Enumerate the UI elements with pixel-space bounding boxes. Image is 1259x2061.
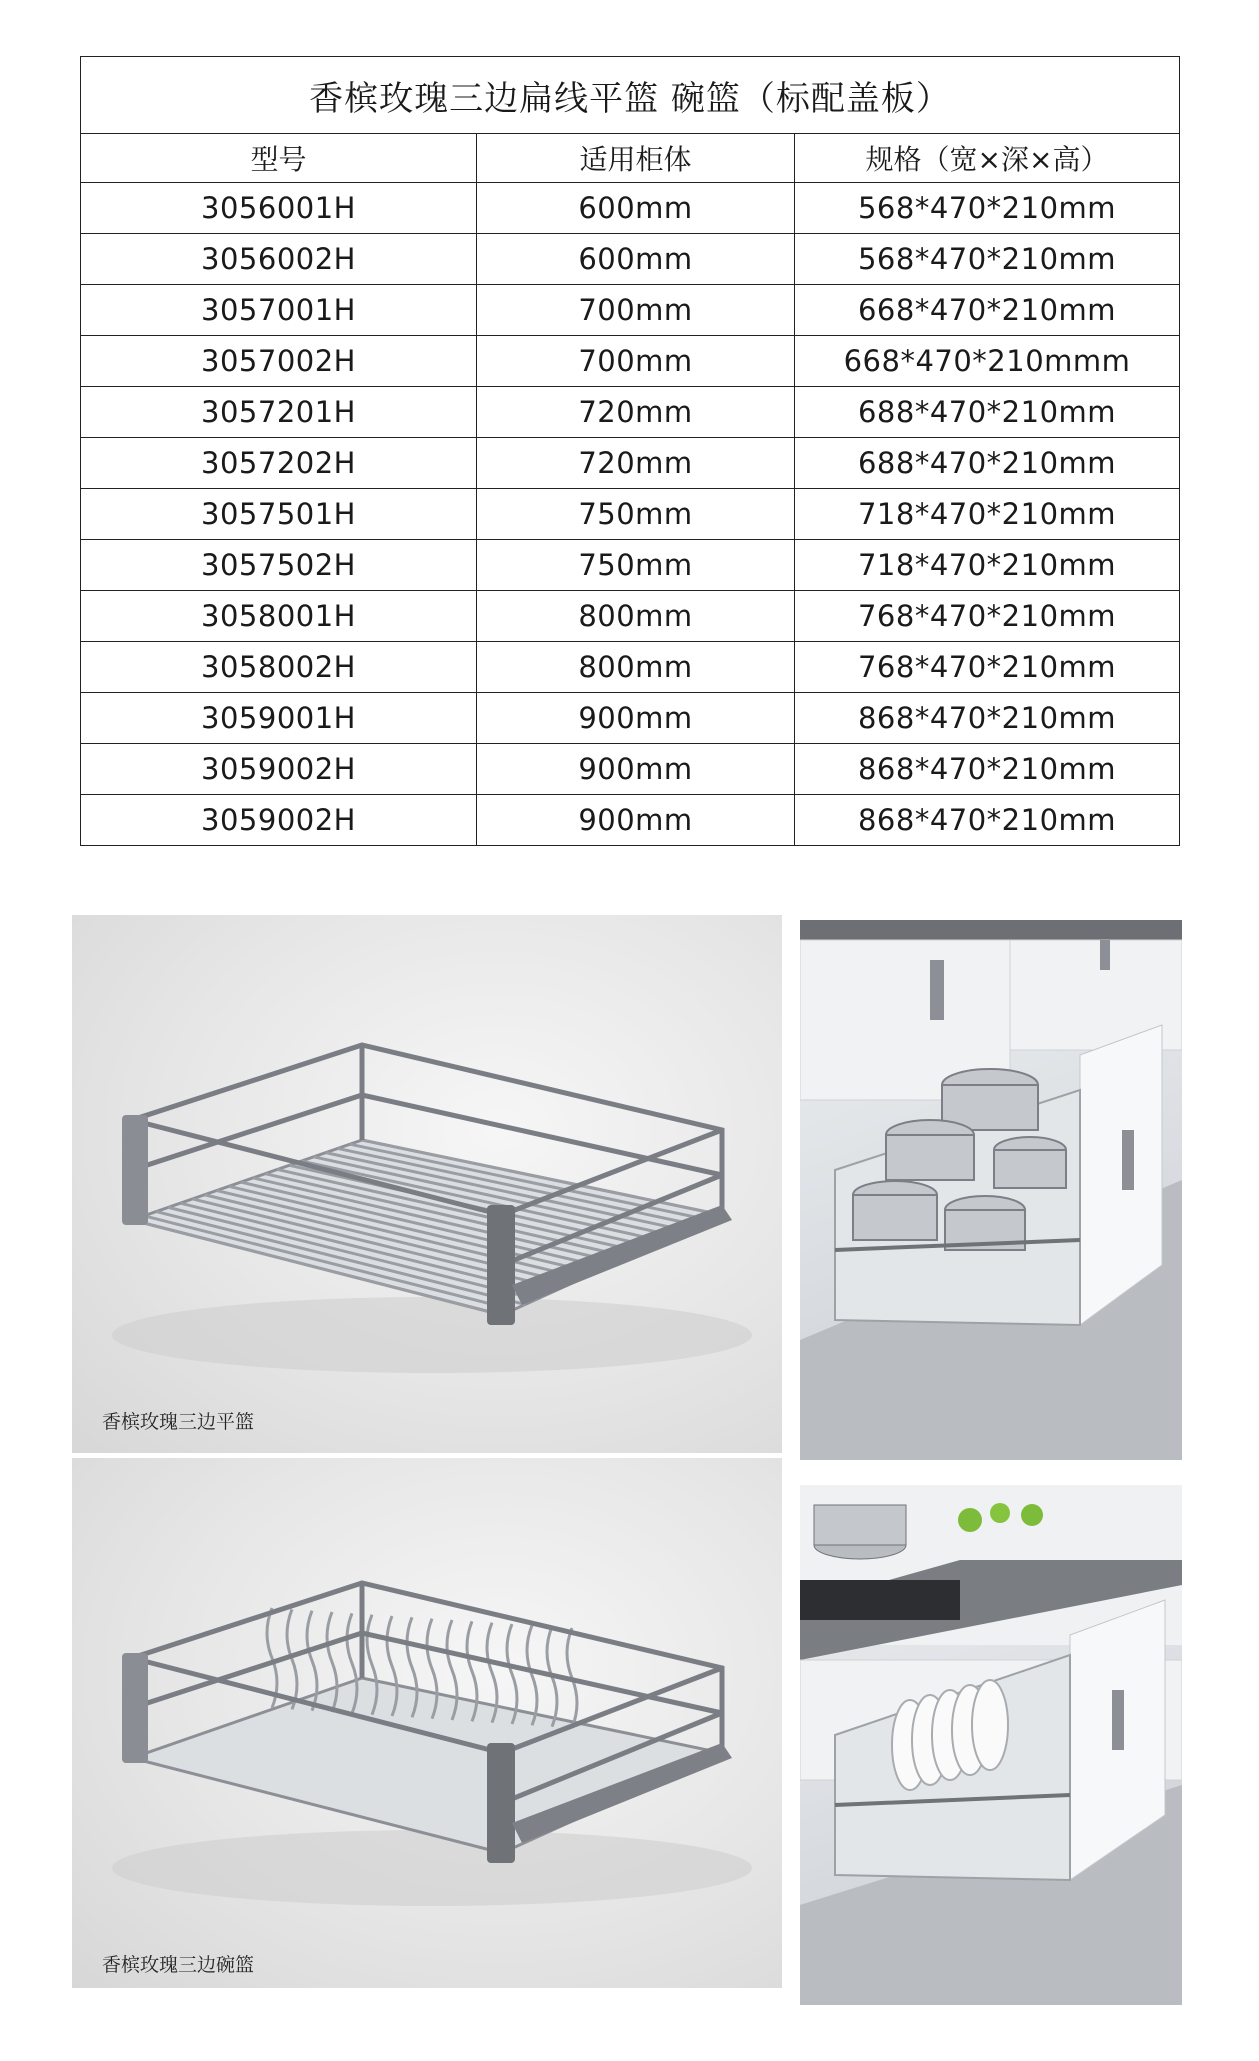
cell-model: 3056002H [81, 234, 477, 285]
plates-drawer-photo [800, 1485, 1182, 2005]
pots-drawer-photo [800, 920, 1182, 1460]
table-row [81, 438, 1180, 489]
header-cabinet: 适用柜体 [477, 134, 795, 183]
cell-spec: 868*470*210mm [795, 744, 1180, 795]
cell-spec: 718*470*210mm [795, 489, 1180, 540]
cell-model: 3057001H [81, 285, 477, 336]
cell-cabinet: 720mm [477, 438, 795, 489]
cell-spec: 868*470*210mm [795, 795, 1180, 846]
bowl-basket-illustration [72, 1458, 782, 1988]
table-row [81, 336, 1180, 387]
table-row [81, 285, 1180, 336]
cell-model: 3059002H [81, 744, 477, 795]
cell-cabinet: 700mm [477, 336, 795, 387]
cell-spec: 718*470*210mm [795, 540, 1180, 591]
pots-drawer-illustration [800, 920, 1182, 1460]
cell-model: 3059002H [81, 795, 477, 846]
cell-model: 3058002H [81, 642, 477, 693]
table-row [81, 591, 1180, 642]
cell-cabinet: 800mm [477, 591, 795, 642]
cell-spec: 568*470*210mm [795, 183, 1180, 234]
cell-model: 3056001H [81, 183, 477, 234]
cell-spec: 668*470*210mmm [795, 336, 1180, 387]
cell-model: 3057202H [81, 438, 477, 489]
cell-spec: 768*470*210mm [795, 591, 1180, 642]
table-body [81, 183, 1180, 846]
cell-cabinet: 600mm [477, 234, 795, 285]
cell-spec: 668*470*210mm [795, 285, 1180, 336]
cell-cabinet: 900mm [477, 693, 795, 744]
plates-drawer-illustration [800, 1485, 1182, 2005]
cell-cabinet: 900mm [477, 795, 795, 846]
spec-table [80, 56, 1180, 846]
table-row [81, 642, 1180, 693]
cell-spec: 688*470*210mm [795, 387, 1180, 438]
cell-model: 3058001H [81, 591, 477, 642]
flat-basket-caption: 香槟玫瑰三边平篮 [102, 1411, 255, 1433]
cell-spec: 768*470*210mm [795, 642, 1180, 693]
header-model: 型号 [81, 134, 477, 183]
table-row [81, 387, 1180, 438]
cell-model: 3059001H [81, 693, 477, 744]
cell-cabinet: 700mm [477, 285, 795, 336]
table-title: 香槟玫瑰三边扁线平篮 碗篮（标配盖板） [81, 57, 1180, 134]
cell-model: 3057502H [81, 540, 477, 591]
cell-spec: 868*470*210mm [795, 693, 1180, 744]
cell-spec: 568*470*210mm [795, 234, 1180, 285]
flat-basket-illustration [72, 915, 782, 1453]
cell-cabinet: 800mm [477, 642, 795, 693]
cell-cabinet: 750mm [477, 540, 795, 591]
table-row [81, 540, 1180, 591]
cell-cabinet: 900mm [477, 744, 795, 795]
cell-model: 3057201H [81, 387, 477, 438]
table-row [81, 183, 1180, 234]
table-row [81, 795, 1180, 846]
table-row [81, 744, 1180, 795]
cell-cabinet: 750mm [477, 489, 795, 540]
flat-basket-photo [72, 915, 782, 1453]
table-row [81, 234, 1180, 285]
bowl-basket-photo [72, 1458, 782, 1988]
bowl-basket-caption: 香槟玫瑰三边碗篮 [102, 1954, 255, 1976]
cell-cabinet: 720mm [477, 387, 795, 438]
cell-model: 3057002H [81, 336, 477, 387]
header-spec: 规格（宽×深×高） [795, 134, 1180, 183]
cell-model: 3057501H [81, 489, 477, 540]
table-row [81, 489, 1180, 540]
table-header-row [81, 134, 1180, 183]
cell-cabinet: 600mm [477, 183, 795, 234]
table-row [81, 693, 1180, 744]
cell-spec: 688*470*210mm [795, 438, 1180, 489]
